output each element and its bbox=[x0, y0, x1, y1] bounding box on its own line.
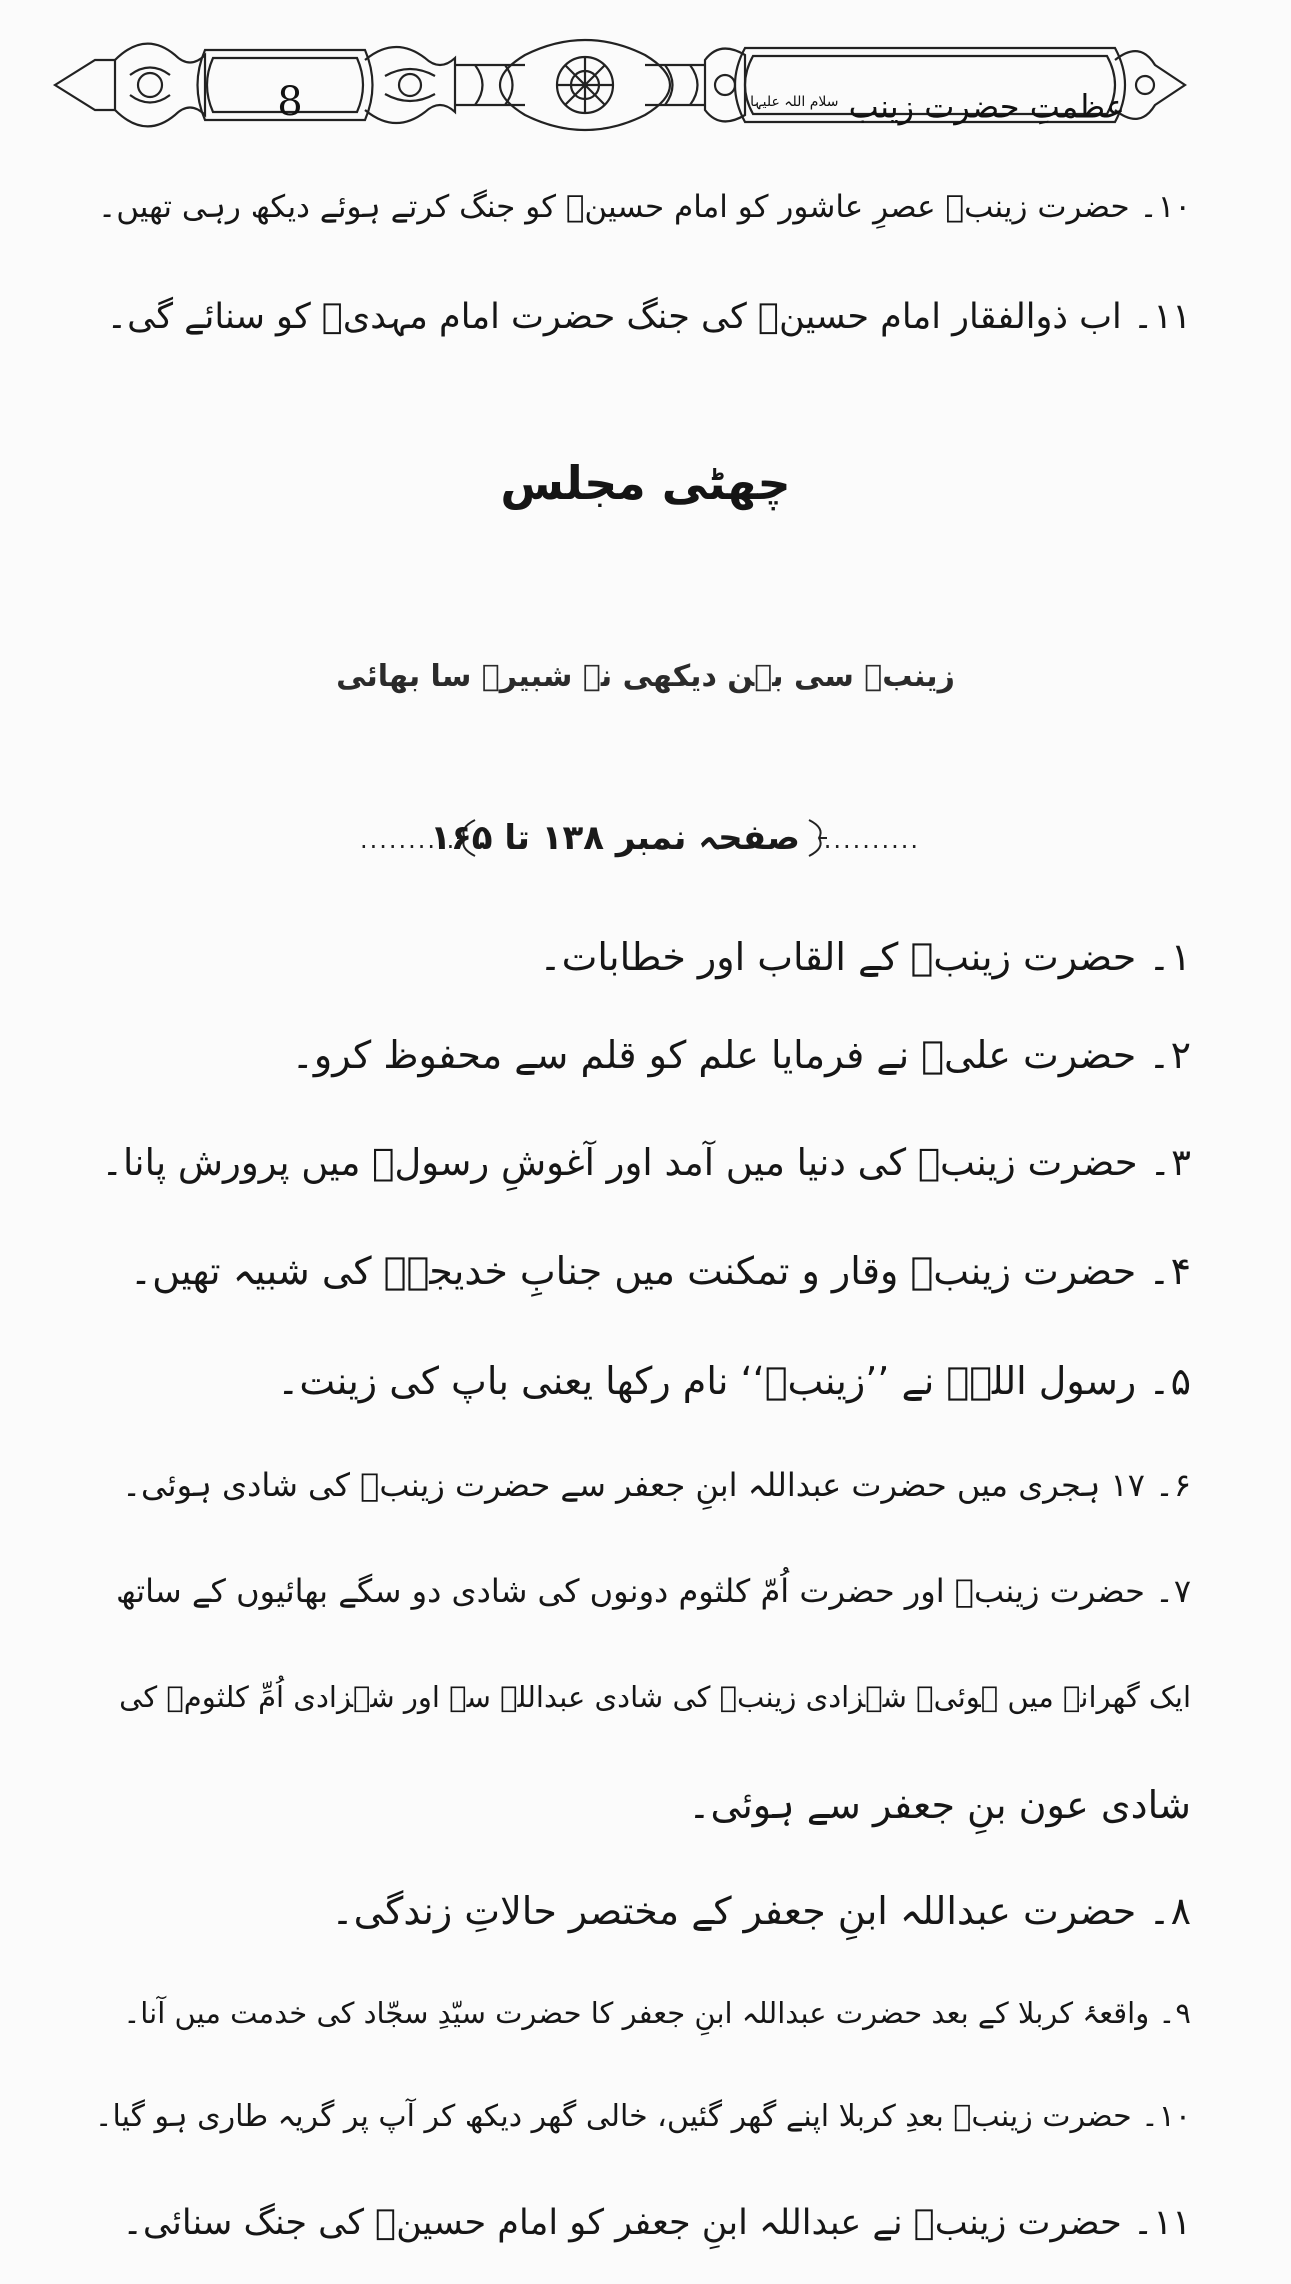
list-item: ۹۔ واقعۂ کربلا کے بعد حضرت عبداللہ ابنِ جعفر کا حضرت سیّدِ سجّاد کی خدمت میں آنا۔ bbox=[123, 1996, 1191, 2030]
list-item: ۱۔ حضرت زینبؑ کے القاب اور خطابات۔ bbox=[539, 935, 1191, 979]
list-item: ۱۰۔ حضرت زینبؑ بعدِ کربلا اپنے گھر گئیں، خالی گھر دیکھ کر آپ پر گریہ طاری ہو گیا۔ bbox=[94, 2099, 1191, 2134]
running-head-title bbox=[750, 72, 1125, 132]
list-item: ۱۱۔ حضرت زینبؑ نے عبداللہ ابنِ جعفر کو امام حسینؑ کی جنگ سنائی۔ bbox=[122, 2203, 1191, 2243]
list-item: ۵۔ رسول اللہؐ نے ’’زینبؑ‘‘ نام رکھا یعنی باپ کی زینت۔ bbox=[277, 1359, 1191, 1403]
honorific-mark: سلام اللہ علیہا bbox=[750, 94, 839, 110]
page-number: 8 bbox=[277, 79, 303, 125]
list-item: ۱۱۔ اب ذوالفقار امام حسینؑ کی جنگ حضرت امام مہدیؑ کو سنائے گی۔ bbox=[106, 297, 1191, 337]
list-item: ۳۔ حضرت زینبؑ کی دنیا میں آمد اور آغوشِ رسولؐ میں پرورش پانا۔ bbox=[101, 1141, 1191, 1184]
page-range-row bbox=[360, 808, 920, 868]
list-item: ۴۔ حضرت زینبؑ وقار و تمکنت میں جنابِ خدیجہؑ کی شبیہ تھیں۔ bbox=[129, 1249, 1191, 1293]
page-title: زینبؑ سی بہن دیکھی نہ شبیرؑ سا بھائی bbox=[336, 659, 955, 694]
list-item: ۷۔ حضرت زینبؑ اور حضرت اُمّ کلثوم دونوں کی شادی دو سگے بھائیوں کے ساتھ bbox=[116, 1572, 1191, 1610]
running-head-text: عظمتِ حضرت زینب bbox=[848, 87, 1125, 126]
header-ornament bbox=[55, 20, 1185, 150]
page-range: صفحہ نمبر ۱۳۸ تا ۱۶۵ bbox=[430, 818, 800, 858]
list-item: ۶۔ ۱۷ ہجری میں حضرت عبداللہ ابنِ جعفر سے حضرت زینبؑ کی شادی ہوئی۔ bbox=[122, 1466, 1191, 1504]
section-heading: چھٹی مجلس bbox=[500, 456, 791, 510]
leader-dots: .......... bbox=[360, 826, 457, 854]
list-item: ۱۰۔ حضرت زینبؑ عصرِ عاشور کو امام حسینؑ کو جنگ کرتے ہوئے دیکھ رہی تھیں۔ bbox=[98, 189, 1191, 225]
leader-dots: .......... bbox=[823, 826, 920, 854]
list-item: ۲۔ حضرت علیؑ نے فرمایا علم کو قلم سے محفوظ کرو۔ bbox=[291, 1033, 1191, 1077]
list-item: ایک گھرانے میں ہوئی۔ شہزادی زینبؑ کی شادی عبداللہ سے اور شہزادی اُمِّ کلثومؑ کی bbox=[119, 1680, 1191, 1714]
list-item: شادی عون بنِ جعفر سے ہوئی۔ bbox=[688, 1783, 1191, 1827]
list-item: ۸۔ حضرت عبداللہ ابنِ جعفر کے مختصر حالاتِ زندگی۔ bbox=[331, 1889, 1191, 1933]
